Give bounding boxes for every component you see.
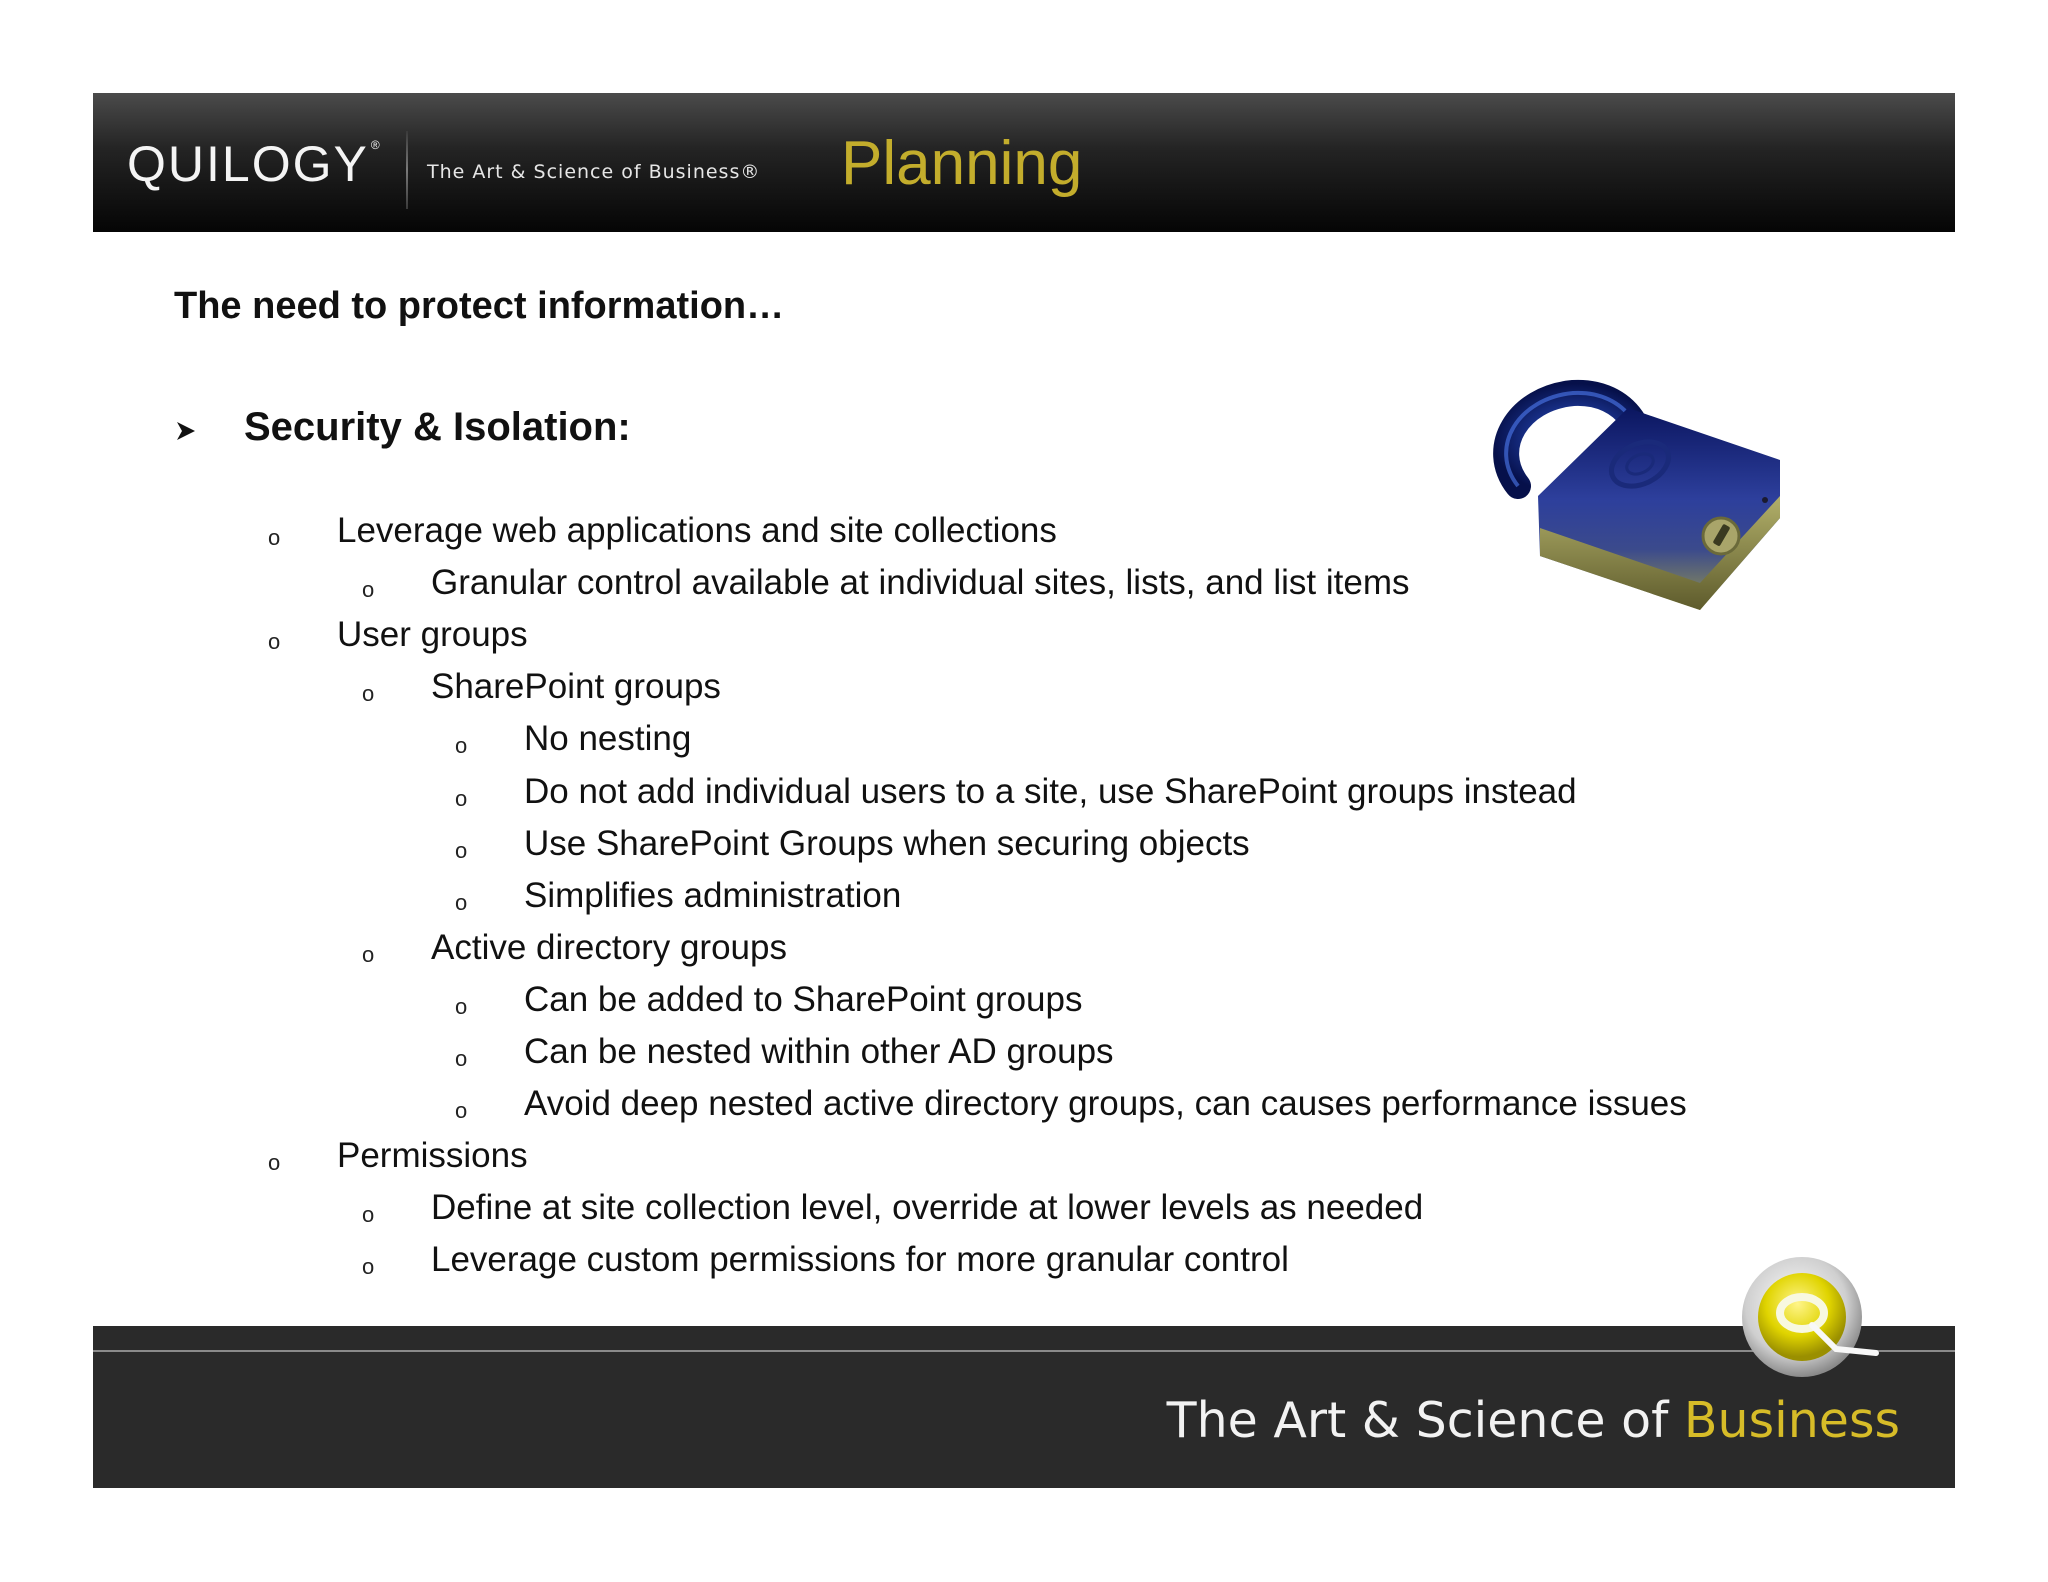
bullet-text: Leverage custom permissions for more granular control xyxy=(431,1240,1289,1279)
bullet-text: No nesting xyxy=(524,719,692,758)
q-logo-icon xyxy=(1736,1253,1886,1383)
brand-name: QUILOGY xyxy=(127,136,369,192)
circle-bullet-icon: o xyxy=(362,577,375,602)
circle-bullet-icon: o xyxy=(455,1098,468,1123)
bullet-text: Granular control available at individual sites, lists, and list items xyxy=(431,563,1410,602)
bullet-text: Define at site collection level, override at lower levels as needed xyxy=(431,1188,1424,1227)
bullet-text: Use SharePoint Groups when securing objects xyxy=(524,824,1250,863)
bullet-text: SharePoint groups xyxy=(431,667,721,706)
circle-bullet-icon: o xyxy=(455,1046,468,1071)
footer-tagline-accent: Business xyxy=(1683,1392,1900,1449)
bullet-text: User groups xyxy=(337,615,528,654)
footer-divider xyxy=(93,1350,1955,1352)
bullet-text: Permissions xyxy=(337,1136,528,1175)
section-heading: Security & Isolation: xyxy=(244,405,631,449)
circle-bullet-icon: o xyxy=(455,838,468,863)
brand-trademark: ® xyxy=(370,138,382,152)
arrowhead-bullet-icon xyxy=(175,420,197,442)
slide-subtitle: The need to protect information… xyxy=(174,285,785,327)
circle-bullet-icon: o xyxy=(268,629,281,654)
bullet-text: Can be added to SharePoint groups xyxy=(524,980,1083,1019)
circle-bullet-icon: o xyxy=(455,994,468,1019)
circle-bullet-icon: o xyxy=(455,786,468,811)
bullet-text: Do not add individual users to a site, use SharePoint groups instead xyxy=(524,772,1577,811)
brand-logo xyxy=(127,136,382,192)
circle-bullet-icon: o xyxy=(268,1150,281,1175)
circle-bullet-icon: o xyxy=(362,942,375,967)
circle-bullet-icon: o xyxy=(362,681,375,706)
footer-tagline xyxy=(1166,1392,1900,1449)
circle-bullet-icon: o xyxy=(455,890,468,915)
bullet-text: Avoid deep nested active directory groups, can causes performance issues xyxy=(524,1084,1687,1123)
circle-bullet-icon: o xyxy=(268,525,281,550)
padlock-icon xyxy=(1478,378,1798,618)
bullet-text: Simplifies administration xyxy=(524,876,902,915)
bullet-text: Leverage web applications and site collections xyxy=(337,511,1057,550)
header-divider xyxy=(406,131,408,209)
circle-bullet-icon: o xyxy=(362,1254,375,1279)
bullet-text: Can be nested within other AD groups xyxy=(524,1032,1114,1071)
circle-bullet-icon: o xyxy=(455,733,468,758)
footer-bar xyxy=(93,1326,1955,1488)
circle-bullet-icon: o xyxy=(362,1202,375,1227)
header-bar xyxy=(93,93,1955,232)
slide-title: Planning xyxy=(841,129,1083,198)
bullet-text: Active directory groups xyxy=(431,928,787,967)
footer-tagline-main: The Art & Science of xyxy=(1166,1392,1684,1449)
header-tagline: The Art & Science of Business® xyxy=(427,161,761,183)
